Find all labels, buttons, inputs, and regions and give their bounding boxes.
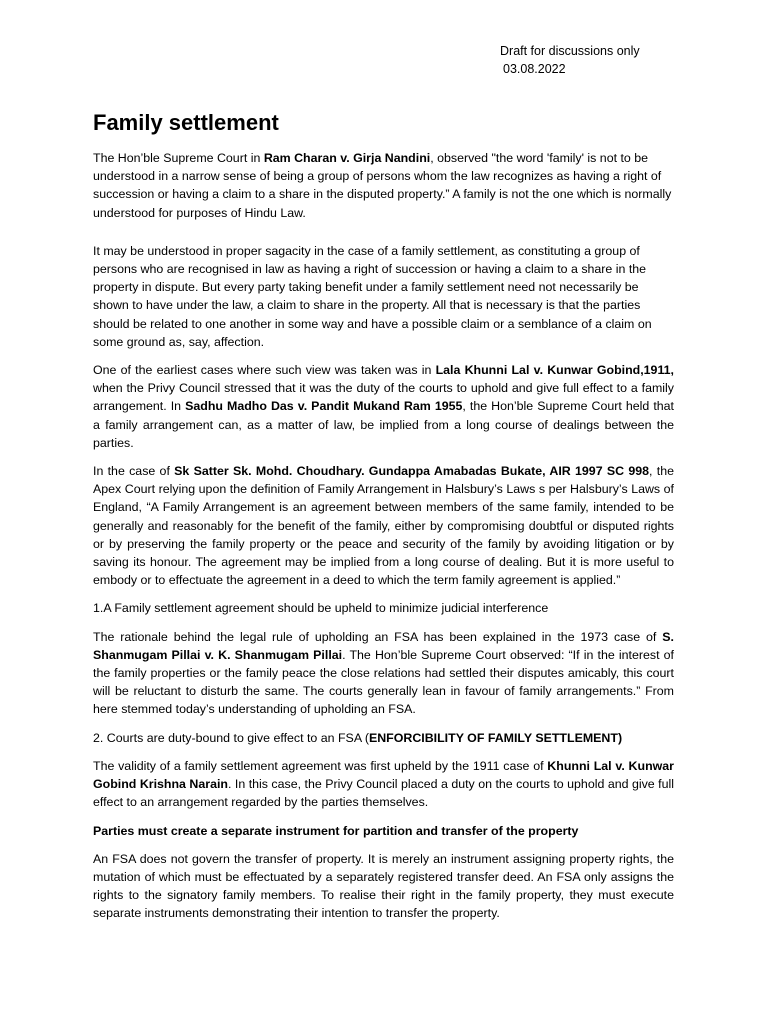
page-title: Family settlement <box>93 110 279 135</box>
paragraph-sagacity <box>93 242 674 351</box>
paragraph-earliest-cases <box>93 361 674 452</box>
draft-note-text: Draft for discussions only <box>500 44 640 58</box>
heading-bold-text: ENFORCIBILITY OF FAMILY SETTLEMENT) <box>368 730 623 745</box>
case-name: S. Shanmugam Pillai v. K. Shanmugam Pillai <box>93 629 674 662</box>
text-span: The Hon’ble Supreme Court in <box>93 151 264 165</box>
document-body <box>93 149 674 933</box>
text-span: , the Apex Court relying upon the definition of Family Arrangement in Halsbury’s Laws s per Halsbury’s Laws of England, “A Family Arrangement is an agreement between members of the same family, intended to be generally and reasonably for the benefit of the family, either by compromising doubtful or disputed rights or by preserving the family property or the peace and security of the family by avoiding litigation or by saving its honour. The agreement may be implied from a long course of dealing. But it is more useful to embody or to effectuate the agreement in a deed to which the term family agreement is applied.” <box>93 464 674 588</box>
paragraph-validity <box>93 757 674 812</box>
draft-note <box>500 42 640 78</box>
heading-text: 1.A Family settlement agreement should be upheld to minimize judicial interference <box>93 601 549 616</box>
text-span: The validity of a family settlement agreement was first upheld by the 1911 case of <box>93 758 548 773</box>
heading-text: 2. Courts are duty-bound to give effect to an FSA ( <box>93 730 369 745</box>
heading-bold-text: Parties must create a separate instrument for partition and transfer of the property <box>93 823 579 838</box>
text-span: An FSA does not govern the transfer of property. It is merely an instrument assigning property rights, the mutation of which must be effectuated by a separately registered transfer deed. An FSA only assigns the rights to the signatory family members. To realise their right in the family property, they must execute separate instruments demonstrating their intention to transfer the property. <box>93 851 674 921</box>
paragraph-rationale <box>93 628 674 719</box>
case-name: Sadhu Madho Das v. Pandit Mukand Ram 1955 <box>185 399 463 414</box>
text-span: when the Privy Council stressed that it was the duty of the courts to uphold and give full effect to a family arrangement. In <box>93 381 674 414</box>
draft-date: 03.08.2022 <box>503 62 566 76</box>
paragraph-transfer <box>93 850 674 923</box>
text-span: . The Hon’ble Supreme Court observed: “If in the interest of the family properties or the family peace the close relations had settled their disputes amicably, this court will be reluctant to disturb the same. The courts generally lean in favour of family arrangements.” From here stemmed today’s understanding of upholding an FSA. <box>93 647 674 717</box>
text-span: . In this case, the Privy Council placed a duty on the courts to uphold and give full effect to an arrangement regarded by the parties themselves. <box>93 777 674 810</box>
text-span: , the Hon’ble Supreme Court held that a family arrangement can, as a matter of law, be implied from a long course of dealings between the parties. <box>93 399 674 450</box>
case-name: Lala Khunni Lal v. Kunwar Gobind,1911, <box>435 363 674 378</box>
text-span: In the case of <box>93 464 175 479</box>
heading-separate-instrument <box>93 822 674 840</box>
heading-duty-bound <box>93 729 674 747</box>
text-span: One of the earliest cases where such view was taken was in <box>93 363 436 378</box>
case-name: Khunni Lal v. Kunwar Gobind Krishna Narain <box>93 758 674 792</box>
text-span: The rationale behind the legal rule of upholding an FSA has been explained in the 1973 case of <box>93 629 663 644</box>
spacer <box>93 232 674 242</box>
paragraph-ram-charan <box>93 149 674 222</box>
text-span: , observed "the word 'family' is not to be understood in a narrow sense of being a group of persons whom the law recognizes as having a right of succession or having a claim to a share in the disputed property.” A family is not the one which is normally understood for purposes of Hindu Law. <box>93 151 672 220</box>
case-name: Ram Charan v. Girja Nandini <box>263 151 431 165</box>
text-span: It may be understood in proper sagacity in the case of a family settlement, as constituting a group of persons who are recognised in law as having a right of succession or having a claim to a share in the property in dispute. But every party taking benefit under a family settlement need not necessarily be shown to have under the law, a claim to share in the property. All that is necessary is that the parties should be related to one another in some way and have a possible claim or a semblance of a claim on some ground as, say, affection. <box>93 243 652 349</box>
case-name: Sk Satter Sk. Mohd. Choudhary. Gundappa Amabadas Bukate, AIR 1997 SC 998 <box>174 464 650 479</box>
paragraph-sk-satter <box>93 462 674 589</box>
heading-uphold-fsa <box>93 599 674 617</box>
